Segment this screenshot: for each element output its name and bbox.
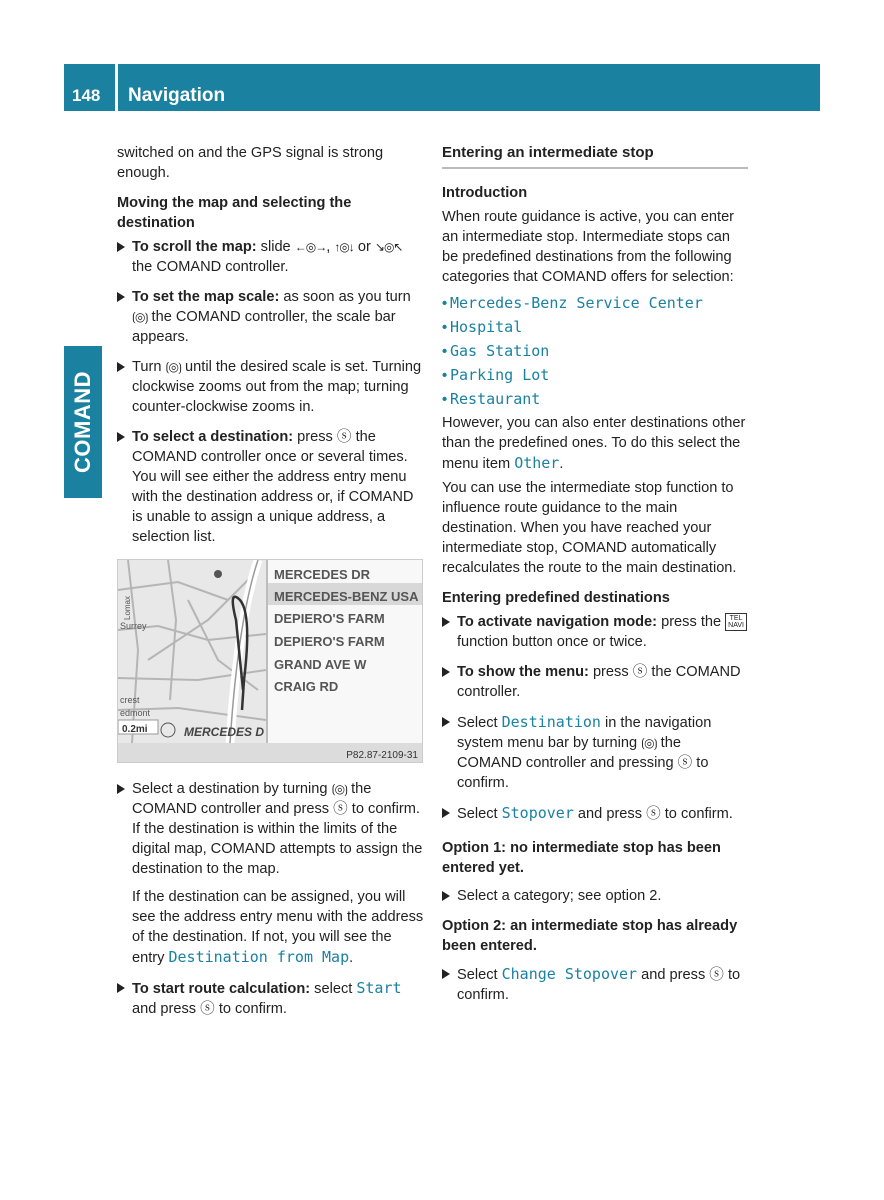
- turn-controller-icon: ⟮◎⟯: [331, 782, 348, 796]
- page-header: [64, 64, 820, 111]
- menu-term-other: Other: [514, 454, 560, 472]
- list-item[interactable]: MERCEDES-BENZ USA: [274, 589, 419, 604]
- menu-term-stopover: Stopover: [501, 804, 574, 822]
- heading-option-1: Option 1: no intermediate stop has been entered yet.: [442, 840, 721, 876]
- step-select-turning: Select a destination by turning ⟮◎⟯ the COMAND controller and press ⓢ to confirm.: [117, 779, 425, 819]
- list-item: • Restaurant: [442, 390, 541, 408]
- turn-controller-icon: ⟮◎⟯: [165, 360, 181, 374]
- side-tab-label: COMAND: [70, 371, 95, 473]
- step-scroll-map: To scroll the map: slide ←◎→, ↑◎↓ or ↘◎↖ the COMAND controller.: [117, 237, 425, 277]
- map-screenshot-figure: [117, 559, 423, 763]
- map-label-crest: crest: [120, 695, 140, 705]
- slide-ud-icon: ↑◎↓: [334, 240, 354, 254]
- step-activate-navigation: To activate navigation mode: press the TEL NAVI function button once or twice.: [442, 612, 748, 652]
- step-select-category: Select a category; see option 2.: [442, 886, 748, 906]
- section-title: Entering an intermediate stop: [442, 143, 748, 169]
- side-chapter-tab[interactable]: [64, 346, 102, 498]
- heading-option-2: Option 2: an intermediate stop has already been entered.: [442, 918, 738, 954]
- list-item: • Gas Station: [442, 342, 550, 360]
- list-item: • Hospital: [442, 318, 523, 336]
- list-item[interactable]: MERCEDES DR: [274, 567, 371, 582]
- figure-code: P82.87-2109-31: [346, 750, 418, 761]
- press-controller-icon: ⓢ: [646, 806, 661, 822]
- figure-caption: [118, 743, 422, 762]
- map-label-surrey: Surrey: [120, 621, 147, 631]
- list-item[interactable]: CRAIG RD: [274, 679, 339, 694]
- right-column: [442, 143, 748, 1015]
- destination-list: [266, 560, 423, 743]
- tel-navi-button-icon: TEL NAVI: [725, 613, 747, 631]
- map-label-edmont: edmont: [120, 708, 151, 718]
- press-controller-icon: ⓢ: [709, 967, 724, 983]
- menu-term-change-stopover: Change Stopover: [501, 965, 638, 983]
- other-destinations-text: However, you can also enter destinations other than the predefined ones. To do this select the menu item Other.: [442, 415, 746, 472]
- slide-diag-icon: ↘◎↖: [374, 240, 403, 254]
- list-item: • Mercedes-Benz Service Center: [442, 294, 703, 312]
- step-change-stopover: Select Change Stopover and press ⓢ to confirm.: [442, 964, 748, 1005]
- category-list: [442, 293, 748, 410]
- page-number: 148: [72, 86, 101, 105]
- step-turn-scale: Turn ⟮◎⟯ until the desired scale is set. Turning clockwise zooms out from the map; turning counter-clockwise zooms in.: [117, 357, 425, 417]
- heading-introduction: Introduction: [442, 185, 528, 201]
- stop-function-text: You can use the intermediate stop function to influence route guidance to the main destination. When you have reached your intermediate stop, COMAND automatically recalculates the route to the main destination.: [442, 480, 737, 576]
- turn-controller-icon: ⟮◎⟯: [641, 736, 657, 750]
- menu-term-destination: Destination: [501, 713, 601, 731]
- step-map-scale: To set the map scale: as soon as you turn ⟮◎⟯ the COMAND controller, the scale bar appears.: [117, 287, 425, 347]
- slide-lr-icon: ←◎→: [294, 240, 327, 254]
- step-select-destination-menu: Select Destination in the navigation system menu bar by turning ⟮◎⟯ the COMAND controller and pressing ⓢ to confirm.: [442, 712, 748, 793]
- press-controller-icon: ⓢ: [632, 664, 648, 680]
- press-controller-icon: ⓢ: [677, 755, 693, 771]
- intro-paragraph: When route guidance is active, you can enter an intermediate stop. Intermediate stops can be predefined destinations from the following categories that COMAND offers for selection:: [442, 209, 735, 285]
- heading-moving-map: Moving the map and selecting the destination: [117, 195, 352, 231]
- press-controller-icon: ⓢ: [336, 429, 352, 445]
- list-item[interactable]: DEPIERO'S FARM: [274, 634, 385, 649]
- menu-term-destination-from-map: Destination from Map: [168, 948, 350, 966]
- map-label-lomax: Lomax: [123, 595, 133, 621]
- heading-predefined: Entering predefined destinations: [442, 590, 670, 606]
- step-select-stopover: Select Stopover and press ⓢ to confirm.: [442, 803, 748, 824]
- step-route-calculation: To start route calculation: select Start and press ⓢ to confirm.: [117, 978, 425, 1019]
- list-item[interactable]: DEPIERO'S FARM: [274, 611, 385, 626]
- page-title: Navigation: [128, 85, 226, 106]
- press-controller-icon: ⓢ: [333, 801, 348, 817]
- step-select-destination: To select a destination: press ⓢ the COMAND controller once or several times. You will see either the address entry menu with the destination address or, if COMAND is unable to assign a unique address, a selection list.: [117, 427, 425, 547]
- map-view: [118, 560, 266, 743]
- header-divider: [115, 64, 118, 111]
- list-item: • Parking Lot: [442, 366, 550, 384]
- list-item[interactable]: GRAND AVE W: [274, 657, 367, 672]
- turn-controller-icon: ⟮◎⟯: [132, 310, 148, 324]
- map-street-label: MERCEDES D: [184, 725, 265, 739]
- note-address-entry: If the destination can be assigned, you will see the address entry menu with the address of the destination. If not, you will see the entry Destination from Map.: [132, 889, 424, 966]
- step-show-menu: To show the menu: press ⓢ the COMAND controller.: [442, 662, 748, 702]
- left-column: [117, 143, 425, 1029]
- menu-term-start: Start: [356, 979, 402, 997]
- map-scale-label: 0.2mi: [122, 724, 148, 735]
- intro-text: switched on and the GPS signal is strong enough.: [117, 145, 384, 181]
- press-controller-icon: ⓢ: [200, 1001, 215, 1017]
- note-digital-map: If the destination is within the limits of the digital map, COMAND attempts to assign the destination to the map.: [132, 821, 423, 877]
